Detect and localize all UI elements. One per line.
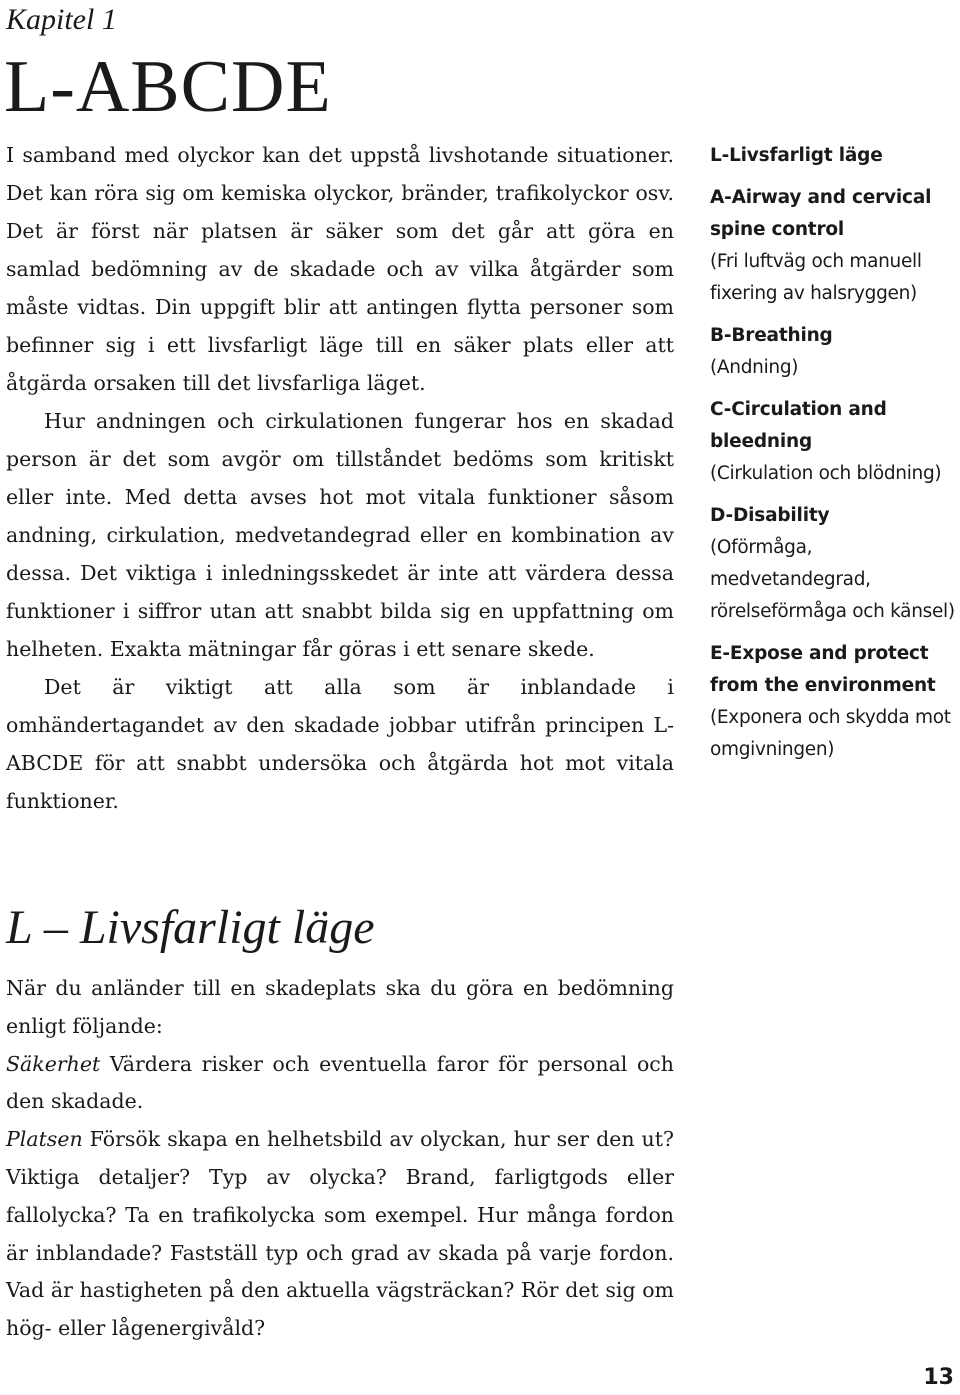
body-paragraph: Hur andningen och cirkulationen fungerar hos en skadad person är det som avgör om tillståndet bedöms som kritiskt eller inte. Med detta avses hot mot vitala funktioner såsom andning, cirkulation, medvetandegrad eller en kombination av dessa. Det viktiga i inledningsskedet är inte att värdera dessa funktioner i siffror utan att snabbt bilda sig en uppfattning om helheten. Exakta mätningar får göras i ett senare skede.: [6, 409, 674, 661]
sidebar-description: (Oförmåga, medvetandegrad, rörelseförmåga och känsel): [710, 537, 955, 622]
main-body: [6, 136, 674, 820]
sidebar-description: (Andning): [710, 357, 799, 378]
chapter-label: Kapitel 1: [6, 3, 117, 36]
sidebar-entry-l: [710, 140, 956, 172]
assessment-item: [6, 1121, 674, 1348]
section-intro: När du anländer till en skadeplats ska du göra en bedömning enligt följande:: [6, 976, 674, 1038]
assessment-text: Värdera risker och eventuella faror för personal och den skadade.: [6, 1051, 674, 1114]
sidebar-entry-a: [710, 182, 956, 310]
assessment-term: Säkerhet: [6, 1051, 101, 1076]
sidebar-term: C-Circulation and bleedning: [710, 399, 887, 452]
sidebar-term: L-Livsfarligt läge: [710, 145, 883, 166]
assessment-term: Platsen: [6, 1127, 83, 1152]
chapter-title: L-ABCDE: [4, 46, 332, 128]
sidebar-entry-b: [710, 320, 956, 384]
assessment-text: Försök skapa en helhetsbild av olyckan, hur ser den ut? Viktiga detaljer? Typ av olycka? Brand, farligtgods eller fallolycka? Ta en trafikolycka som exempel. Hur många fordon är inblandade? Fastställ typ och grad av skada på varje fordon. Vad är hastigheten på den aktuella vägsträckan? Rör det sig om hög- eller lågenergivåld?: [6, 1127, 674, 1341]
sidebar-entry-d: [710, 500, 956, 628]
sidebar-term: A-Airway and cervical spine control: [710, 187, 932, 240]
sidebar-term: B-Breathing: [710, 325, 833, 346]
sidebar-description: (Cirkulation och blödning): [710, 463, 942, 484]
page-number: 13: [923, 1365, 954, 1390]
section-body: [6, 970, 674, 1348]
section-heading: L – Livsfarligt läge: [6, 901, 375, 954]
sidebar-entry-e: [710, 638, 956, 766]
body-paragraph: Det är viktigt att alla som är inblandade i omhändertagandet av den skadade jobbar utifrån principen L-ABCDE för att snabbt undersöka och åtgärda hot mot vitala funktioner.: [6, 675, 674, 813]
sidebar-entry-c: [710, 394, 956, 490]
sidebar-term: D-Disability: [710, 505, 830, 526]
sidebar-term: E-Expose and protect from the environment: [710, 643, 936, 696]
body-paragraph: I samband med olyckor kan det uppstå livshotande situationer. Det kan röra sig om kemiska olyckor, bränder, trafikolyckor osv. Det är först när platsen är säker som det går att göra en samlad bedömning av de skadade och av vilka åtgärder som måste vidtas. Din uppgift blir att antingen flytta personer som befinner sig i ett livsfarligt läge till en säker plats eller att åtgärda orsaken till det livsfarliga läget.: [6, 143, 674, 395]
assessment-item: [6, 1046, 674, 1122]
sidebar-description: (Exponera och skydda mot omgivningen): [710, 707, 951, 760]
abcde-sidebar: [710, 140, 956, 776]
sidebar-description: (Fri luftväg och manuell fixering av halsryggen): [710, 251, 922, 304]
